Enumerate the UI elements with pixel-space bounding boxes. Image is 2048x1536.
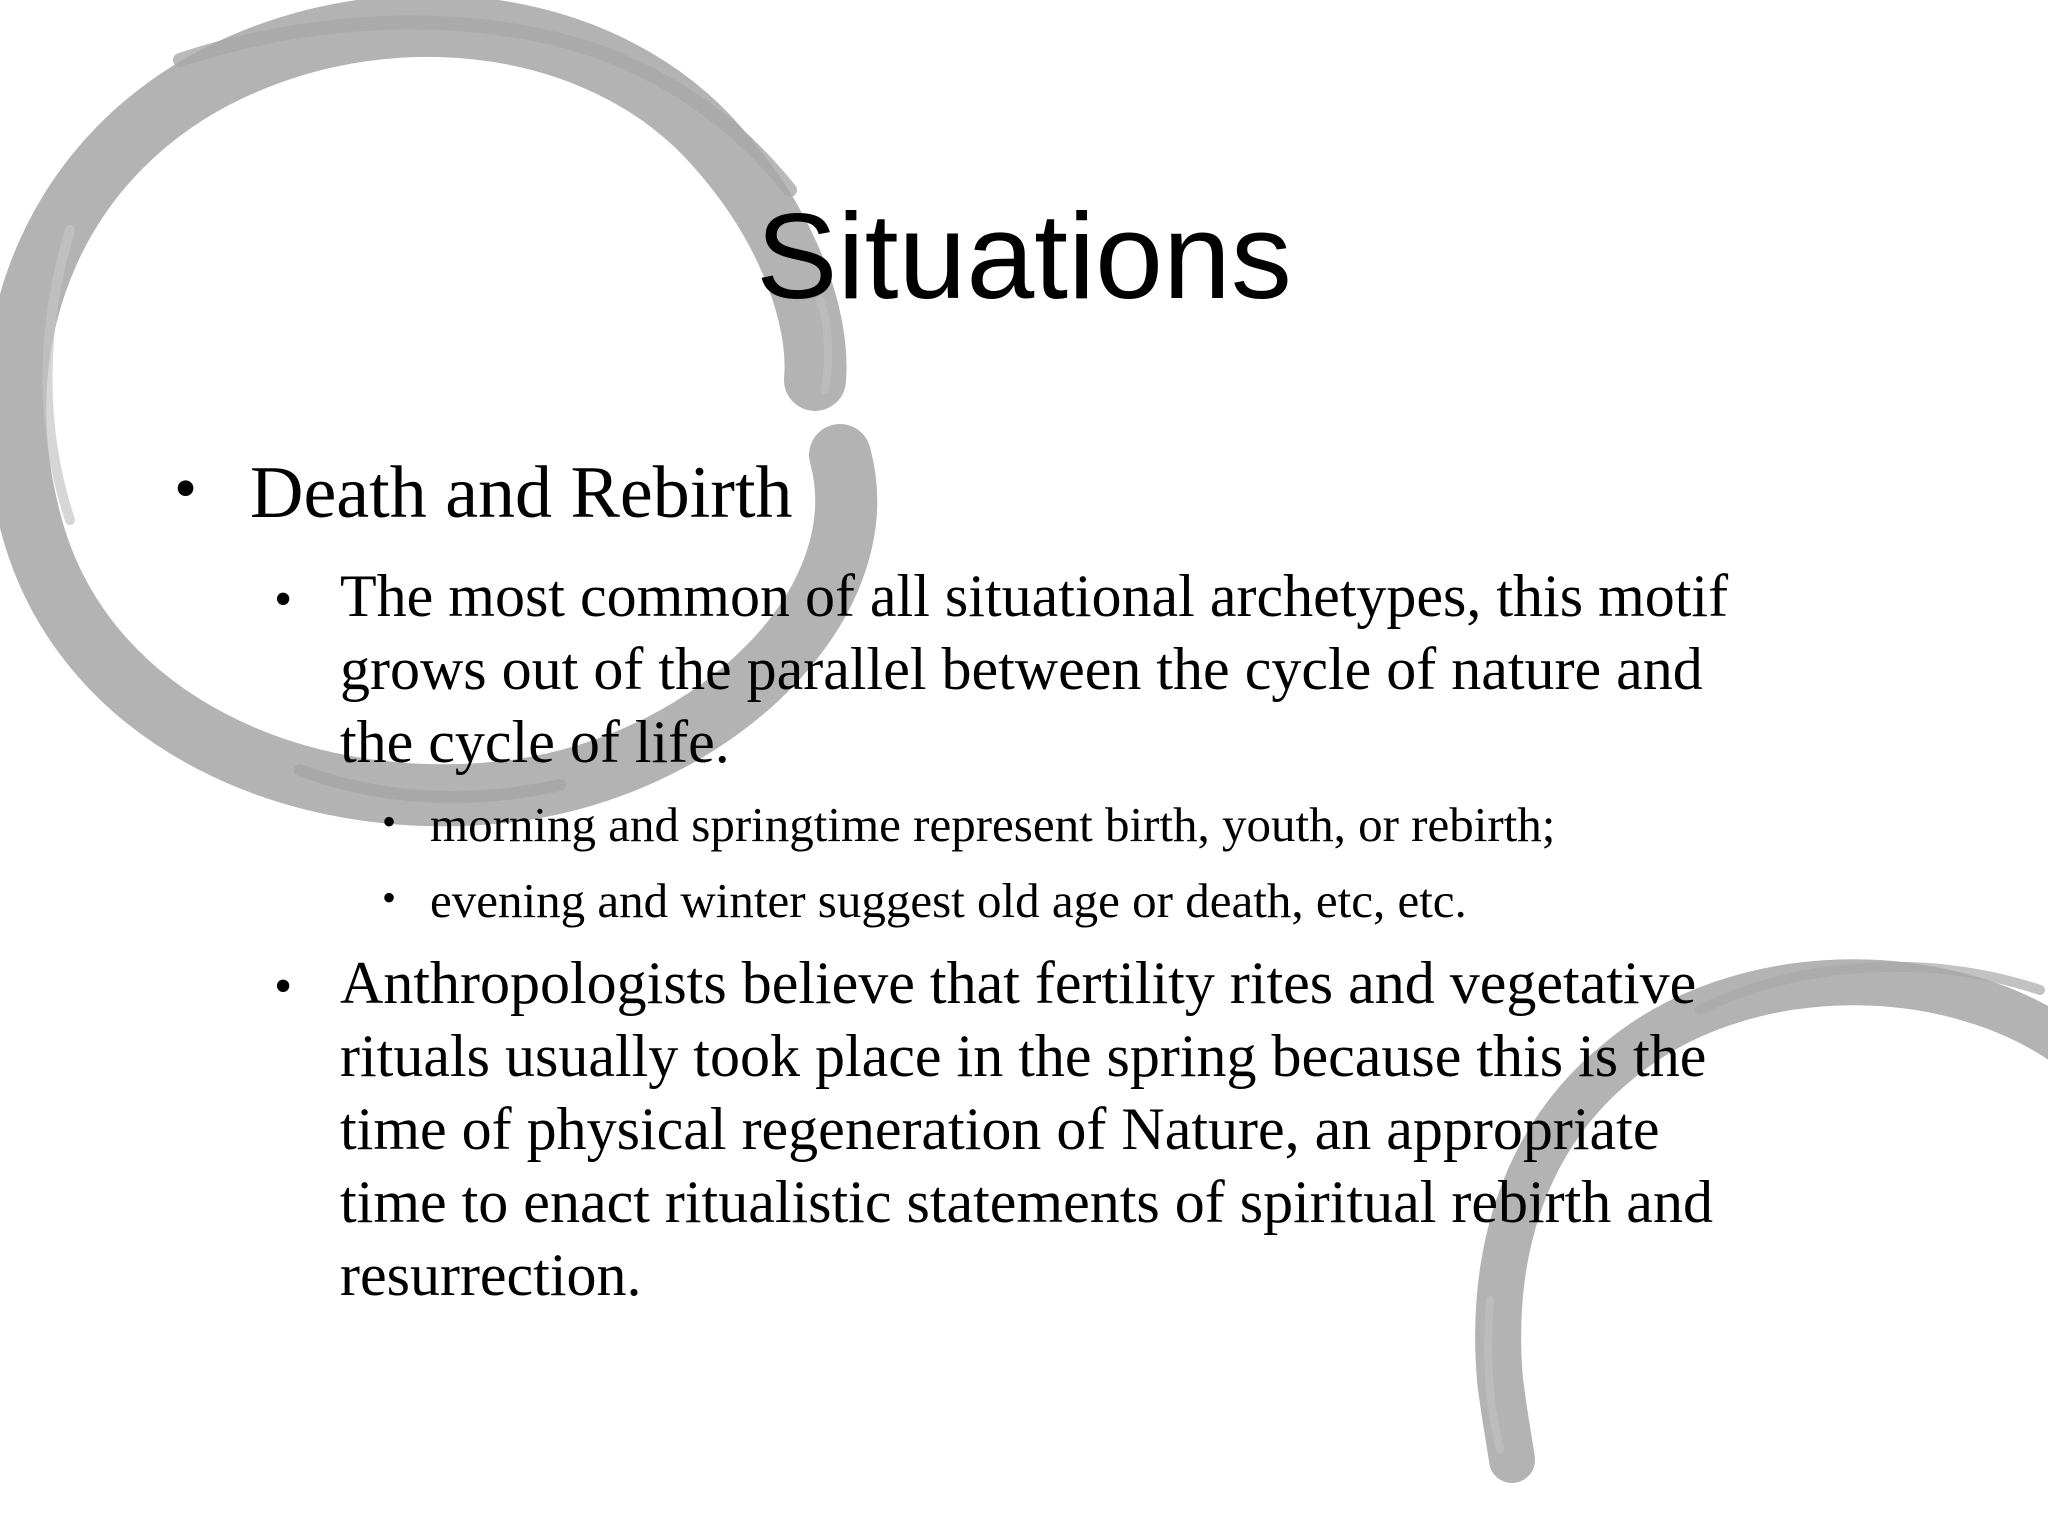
bullet-level3-morning-springtime: morning and springtime represent birth, youth, or rebirth; <box>430 797 1556 852</box>
bullet-level2-anthropologists: Anthropologists believe that fertility rites and vegetative rituals usually took place in the spring because this is the time of physical regeneration of Nature, an appropriate time to enact ritualistic statements of spiritual rebirth and resurrection. <box>340 950 1713 1308</box>
bullet-level2-cycle-motif: The most common of all situational archetypes, this motif grows out of the parallel between the cycle of nature and the cycle of life. <box>340 563 1729 775</box>
bullet-marker: • <box>382 799 397 844</box>
bullet-marker: • <box>274 958 293 1015</box>
bullet-level1-death-and-rebirth: Death and Rebirth <box>250 452 793 534</box>
bullet-level3-evening-winter: evening and winter suggest old age or death, etc, etc. <box>430 873 1467 928</box>
bullet-marker: • <box>382 875 397 920</box>
bullet-marker: • <box>274 571 293 628</box>
slide-title: Situations <box>756 188 1292 324</box>
bullet-marker: • <box>174 452 198 525</box>
